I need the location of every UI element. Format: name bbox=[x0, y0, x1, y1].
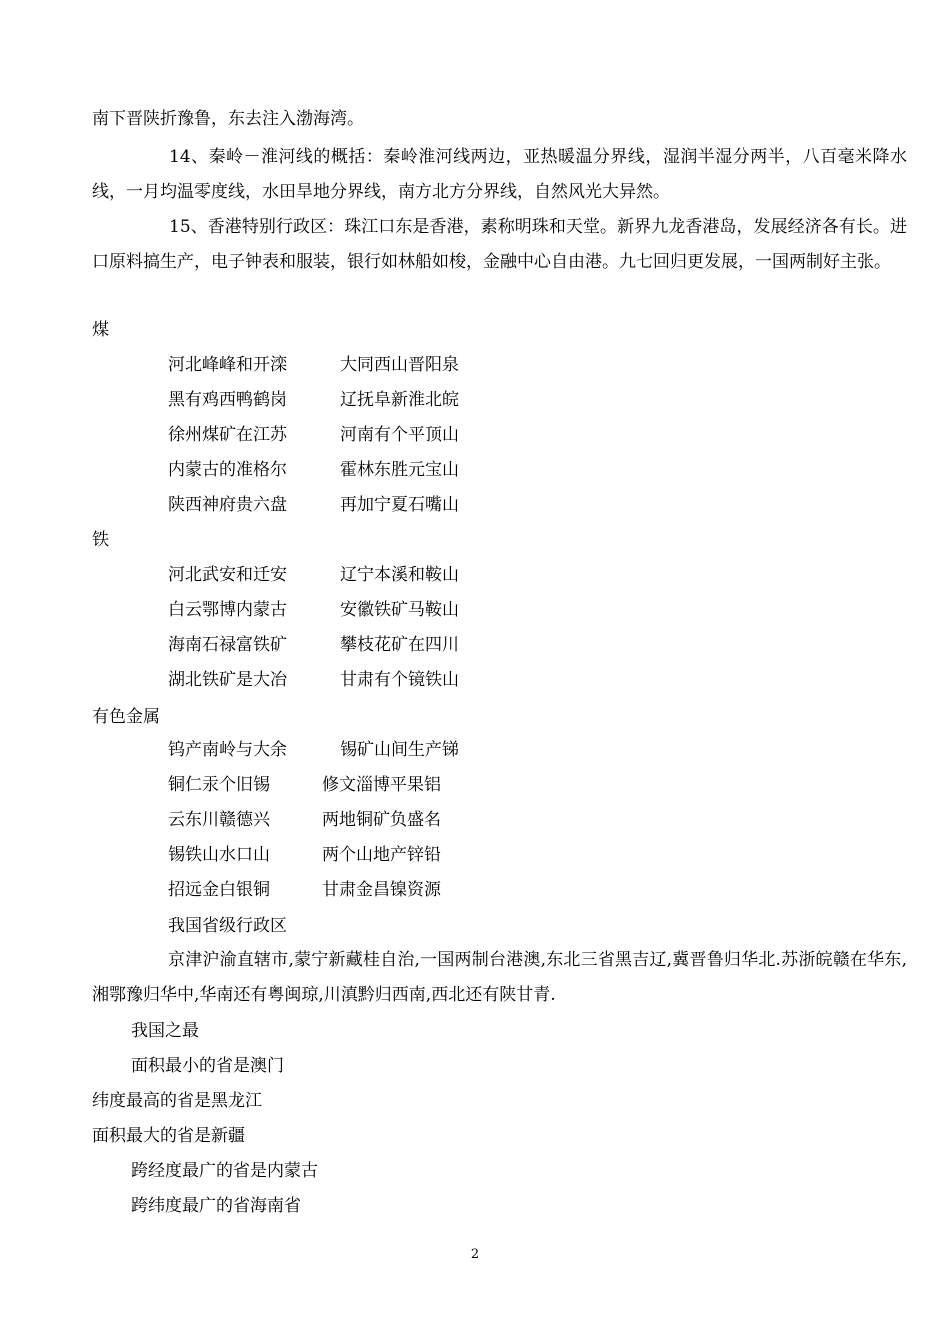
section-heading-superlatives: 我国之最 bbox=[131, 1021, 199, 1041]
iron-row bbox=[0, 633, 950, 657]
metals-row bbox=[0, 808, 950, 832]
metals-row-left: 锡铁山水口山 bbox=[168, 845, 270, 865]
coal-row-right: 再加宁夏石嘴山 bbox=[340, 495, 459, 515]
coal-row-left: 陕西神府贵六盘 bbox=[168, 495, 287, 515]
metals-row-right: 锡矿山间生产锑 bbox=[340, 740, 459, 760]
coal-row-left: 内蒙古的准格尔 bbox=[168, 460, 287, 480]
metals-row bbox=[0, 773, 950, 797]
coal-row-left: 河北峰峰和开滦 bbox=[168, 355, 287, 375]
metals-row bbox=[0, 843, 950, 867]
metals-row-left: 钨产南岭与大余 bbox=[168, 740, 287, 760]
coal-row bbox=[0, 388, 950, 412]
page-number: 2 bbox=[470, 1247, 480, 1262]
paragraph-15-hongkong: 15、香港特别行政区：珠江口东是香港，素称明珠和天堂。新界九龙香港岛，发展经济各有长。进口原料搞生产，电子钟表和服装，银行如林船如梭，金融中心自由港。九七回归更发展，一国两制好主张。 bbox=[92, 217, 907, 272]
coal-row bbox=[0, 493, 950, 517]
metals-row bbox=[0, 738, 950, 762]
superlative-item: 纬度最高的省是黑龙江 bbox=[92, 1091, 262, 1111]
iron-row-right: 甘肃有个镜铁山 bbox=[340, 670, 459, 690]
metals-row-right: 两地铜矿负盛名 bbox=[322, 810, 441, 830]
superlative-item: 跨纬度最广的省海南省 bbox=[131, 1196, 301, 1216]
section-heading-iron: 铁 bbox=[92, 530, 109, 550]
superlative-item: 面积最小的省是澳门 bbox=[131, 1056, 284, 1076]
metals-row-right: 修文淄博平果铝 bbox=[322, 775, 441, 795]
coal-row-right: 辽抚阜新淮北皖 bbox=[340, 390, 459, 410]
coal-row-left: 黑有鸡西鸭鹤岗 bbox=[168, 390, 287, 410]
metals-row-left: 铜仁汞个旧锡 bbox=[168, 775, 270, 795]
metals-row-right: 甘肃金昌镍资源 bbox=[322, 880, 441, 900]
section-heading-provinces: 我国省级行政区 bbox=[168, 916, 287, 936]
paragraph-14-qinling-huaihe: 14、秦岭－淮河线的概括：秦岭淮河线两边，亚热暖温分界线，湿润半湿分两半，八百毫米降水线，一月均温零度线，水田旱地分界线，南方北方分界线，自然风光大异然。 bbox=[92, 147, 907, 202]
coal-row-right: 大同西山晋阳泉 bbox=[340, 355, 459, 375]
section-heading-nonferrous-metals: 有色金属 bbox=[92, 707, 160, 727]
iron-row-left: 白云鄂博内蒙古 bbox=[168, 600, 287, 620]
coal-row-left: 徐州煤矿在江苏 bbox=[168, 425, 287, 445]
superlative-item: 跨经度最广的省是内蒙古 bbox=[131, 1161, 318, 1181]
metals-row-right: 两个山地产锌铅 bbox=[322, 845, 441, 865]
coal-row-right: 河南有个平顶山 bbox=[340, 425, 459, 445]
iron-row bbox=[0, 563, 950, 587]
metals-row-left: 招远金白银铜 bbox=[168, 880, 270, 900]
paragraph-provinces: 京津沪渝直辖市,蒙宁新藏桂自治,一国两制台港澳,东北三省黑吉辽,冀晋鲁归华北.苏浙皖赣在华东,湘鄂豫归华中,华南还有粤闽琼,川滇黔归西南,西北还有陕甘青. bbox=[92, 950, 907, 1005]
section-heading-coal: 煤 bbox=[92, 320, 109, 340]
iron-row bbox=[0, 598, 950, 622]
iron-row-left: 海南石禄富铁矿 bbox=[168, 635, 287, 655]
iron-row-left: 河北武安和迁安 bbox=[168, 565, 287, 585]
metals-row bbox=[0, 878, 950, 902]
metals-row-left: 云东川赣德兴 bbox=[168, 810, 270, 830]
coal-row bbox=[0, 423, 950, 447]
iron-row-right: 攀枝花矿在四川 bbox=[340, 635, 459, 655]
text-line-continuation: 南下晋陕折豫鲁，东去注入渤海湾。 bbox=[92, 109, 364, 129]
iron-row-right: 安徽铁矿马鞍山 bbox=[340, 600, 459, 620]
iron-row-left: 湖北铁矿是大冶 bbox=[168, 670, 287, 690]
iron-row bbox=[0, 668, 950, 692]
iron-row-right: 辽宁本溪和鞍山 bbox=[340, 565, 459, 585]
coal-row-right: 霍林东胜元宝山 bbox=[340, 460, 459, 480]
coal-row bbox=[0, 458, 950, 482]
coal-row bbox=[0, 353, 950, 377]
superlative-item: 面积最大的省是新疆 bbox=[92, 1126, 245, 1146]
